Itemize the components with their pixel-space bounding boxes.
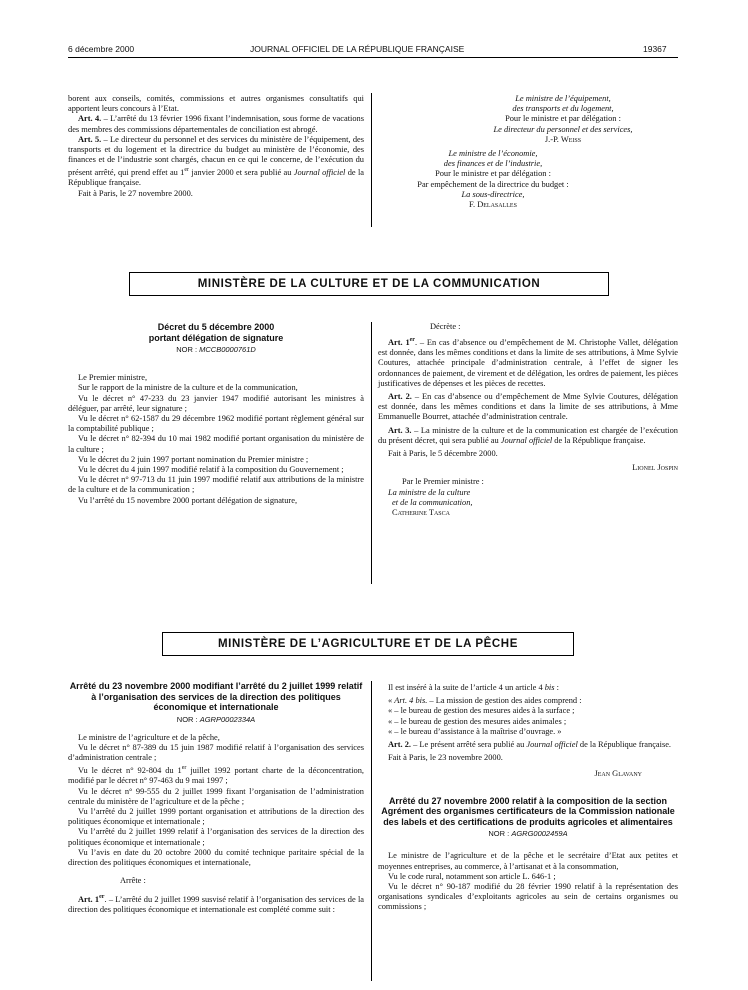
column-separator	[371, 93, 372, 227]
article-text: – En cas d’absence ou d’empêchement de Mme Sylvie Coutures, délégation est donnée, dans les mêmes conditions et dans la limite de ses attributions, à Mme Emmanuelle Bourret, attachée d’administration centrale.	[378, 392, 678, 422]
culture-right-column	[378, 322, 678, 518]
paragraph: Vu le décret n° 82-394 du 10 mai 1982 modifié portant organisation du ministère de la culture ;	[68, 434, 364, 454]
paragraph	[68, 135, 364, 189]
sig-line: Par empêchement de la directrice du budget :	[417, 179, 569, 189]
journal-officiel: Journal officiel	[500, 435, 553, 445]
top-right-signatures	[378, 94, 678, 210]
article-label: Art. 4.	[78, 114, 102, 124]
journal-officiel: Journal officiel	[293, 168, 346, 178]
ministry-heading-agriculture: MINISTÈRE DE L’AGRICULTURE ET DE LA PÊCHE	[162, 632, 574, 656]
header-journal-title: JOURNAL OFFICIEL DE LA RÉPUBLIQUE FRANÇAISE	[250, 44, 465, 54]
decrete-line: Décrète :	[430, 322, 461, 331]
column-separator	[371, 322, 372, 584]
paragraph	[378, 426, 678, 446]
article-text: – L’arrêté du 13 février 1996 fixant l’indemnisation, sous forme de vacations des membres des commissions départementales de conciliation est abrogé.	[68, 114, 364, 134]
agriculture-right-column	[378, 683, 678, 913]
sig-line: Le directeur du personnel et des services,	[493, 124, 633, 134]
sig-line: La ministre de la culture	[388, 487, 471, 497]
paragraph: Vu le décret n° 47-233 du 23 janvier 1947 modifié autorisant les ministres à déléguer, par arrêté, leur signature ;	[68, 393, 364, 413]
article-text: de la République française.	[68, 168, 364, 188]
decree-title: Arrêté du 23 novembre 2000 modifiant l’arrêté du 2 juillet 1999 relatif à l’organisation des services de la direction des politiques économique et internationale	[69, 681, 363, 712]
article-text: . – L’arrêté du 2 juillet 1999 susvisé relatif à l’organisation des services de la direction des politiques économique et internationale est complété comme suit :	[68, 895, 364, 915]
paragraph: Vu le décret du 4 juin 1997 modifié relatif à la composition du Gouvernement ;	[78, 465, 344, 475]
article-text: janvier 2000 et sera publié au	[189, 168, 294, 178]
superscript: er	[184, 167, 190, 174]
sig-line: des transports et du logement,	[512, 104, 614, 114]
nor-reference	[68, 715, 364, 725]
paragraph: Vu le décret n° 62-1587 du 29 décembre 1962 modifié portant règlement général sur la comptabilité publique ;	[68, 414, 364, 434]
signature-block-equipement	[378, 94, 678, 145]
paragraph: Vu le décret n° 90-187 modifié du 28 février 1990 relatif à la représentation des organisations syndicales d’exploitants agricoles au sein de certains organismes ou commissions ;	[378, 881, 678, 912]
article-label: Art. 2.	[388, 392, 412, 402]
signatory-name: F. Delasalles	[469, 200, 517, 210]
sig-line: Pour le ministre et par délégation :	[505, 114, 621, 124]
done-at: Fait à Paris, le 23 novembre 2000.	[388, 753, 503, 763]
header-page-number: 19367	[643, 44, 667, 54]
paragraph: Vu l’arrêté du 2 juillet 1999 relatif à l’organisation des services de la direction des politiques économique et internationale ;	[68, 827, 364, 847]
sig-line: et de la communication,	[392, 497, 473, 507]
signature-block-economie	[378, 149, 678, 210]
arrete-line: Arrête :	[120, 876, 146, 886]
article-label: Art. 1er	[78, 894, 105, 905]
nor-reference	[68, 345, 364, 355]
paragraph: Art. 2. – Le présent arrêté sera publié au Journal officiel de la République française.	[388, 740, 672, 750]
nor-label: NOR :	[176, 345, 200, 354]
list-item: « – le bureau de gestion des mesures aides animales ;	[388, 716, 567, 726]
journal-officiel: Journal officiel	[526, 740, 578, 750]
nor-code: AGRG0002459A	[511, 829, 568, 839]
sig-line: La sous-directrice,	[461, 189, 525, 199]
nor-code: MCCB0000761D	[199, 345, 256, 354]
header-date: 6 décembre 2000	[68, 44, 135, 54]
paragraph	[68, 114, 364, 134]
paragraph: Vu l’arrêté du 2 juillet 1999 portant organisation et attributions de la direction des politiques économique et internationale ;	[68, 806, 364, 827]
paragraph	[378, 392, 678, 423]
top-left-column	[68, 94, 364, 199]
decree-title: Arrêté du 27 novembre 2000 relatif à la composition de la section Agrément des organismes certificateurs de la Commission nationale des labels et des certifications de produits agricoles et alimentaires	[381, 795, 675, 827]
done-at: Fait à Paris, le 5 décembre 2000.	[388, 449, 498, 459]
signatory-name: J.-P. Weiss	[544, 134, 582, 144]
signatory-name: Jean Glavany	[594, 769, 642, 779]
paragraph: Vu le décret n° 87-389 du 15 juin 1987 modifié relatif à l’organisation des services d’administration centrale ;	[68, 742, 364, 763]
article-text: – Le directeur du personnel et des services du ministère de l’équipement, des transports et du logement et la directrice du budget au ministère de l’économie, des finances et de l’industrie sont chargés, chacun en ce qui le concerne, de l’exécution du présent arrêté, qui prend effet au 1	[68, 134, 364, 178]
paragraph: borent aux conseils, comités, commissions et autres organismes consultatifs qui apportent leurs concours à l’Etat.	[68, 94, 364, 114]
paragraph: Le ministre de l’agriculture et de la pêche et le secrétaire d’Etat aux petites et moyennes entreprises, au commerce, à l’artisanat et à la consommation,	[378, 851, 678, 871]
list-item: « – le bureau d’assistance à la maîtrise d’ouvrage. »	[388, 726, 562, 736]
article-label: Art. 3.	[388, 425, 412, 435]
sig-line: Par le Premier ministre :	[402, 477, 484, 487]
list-item: « – le bureau de gestion des mesures aides à la surface ;	[388, 706, 575, 716]
decree-title: Décret du 5 décembre 2000 portant délégation de signature	[148, 322, 284, 343]
paragraph: Le Premier ministre,	[78, 373, 148, 383]
article-text: – La ministre de la culture et de la communication est chargée de l’exécution du présent décret, qui sera publié au	[378, 425, 678, 445]
article-text: . – En cas d’absence ou d’empêchement de M. Christophe Vallet, délégation est donnée, dans les mêmes conditions et dans la limite de ses attributions, à Mme Sylvie Coutures, attachée principale d’administration centrale, à l’effet de signer les ordonnances de paiement, de virement et de délégation, les ordres de paiement, les pièces justificatives de dépenses et les pièces de recettes.	[378, 338, 678, 388]
paragraph: « Art. 4 bis. – La mission de gestion des aides comprend :	[388, 696, 582, 706]
sig-line: Pour le ministre et par délégation :	[435, 169, 551, 179]
header-rule	[68, 57, 678, 58]
paragraph: Vu le code rural, notamment son article L. 646-1 ;	[388, 871, 556, 881]
done-at: Fait à Paris, le 27 novembre 2000.	[78, 188, 193, 198]
column-separator	[371, 681, 372, 981]
sig-line: Le ministre de l’économie,	[448, 149, 538, 159]
paragraph	[68, 892, 364, 915]
nor-reference	[378, 829, 678, 839]
ministry-heading-culture: MINISTÈRE DE LA CULTURE ET DE LA COMMUNICATION	[129, 272, 609, 296]
article-text: de la République française.	[552, 435, 646, 445]
culture-left-column	[68, 322, 364, 506]
paragraph: Vu le décret du 2 juin 1997 portant nomination du Premier ministre ;	[78, 454, 309, 464]
signatory-name: Catherine Tasca	[392, 508, 450, 518]
paragraph: Vu le décret n° 99-555 du 2 juillet 1999 fixant l’organisation de l’administration centrale du ministère de l’agriculture et de la pêche ;	[68, 786, 364, 806]
nor-code: AGRP0002334A	[199, 714, 256, 724]
signatory-name: Lionel Jospin	[632, 463, 678, 473]
sig-line: Le ministre de l’équipement,	[515, 94, 611, 103]
agriculture-left-column	[68, 681, 364, 916]
paragraph: Vu l’arrêté du 15 novembre 2000 portant délégation de signature,	[78, 495, 298, 505]
paragraph	[378, 335, 678, 389]
article-label: Art. 2.	[388, 740, 412, 750]
paragraph: Vu le décret n° 97-713 du 11 juin 1997 modifié relatif aux attributions de la ministre de la culture et de la communication ;	[68, 475, 364, 495]
signature-block-culture	[378, 477, 678, 518]
nor-label: NOR :	[488, 829, 512, 839]
article-label: Art. 1er	[388, 337, 415, 347]
article-label: Art. 5.	[78, 134, 102, 144]
paragraph: Il est inséré à la suite de l’article 4 un article 4 bis :	[388, 683, 559, 692]
sig-line: des finances et de l’industrie,	[443, 159, 543, 169]
paragraph: Sur le rapport de la ministre de la culture et de la communication,	[78, 383, 298, 393]
nor-label: NOR :	[176, 714, 200, 724]
paragraph: Vu l’avis en date du 20 octobre 2000 du comité technique paritaire spécial de la direction des politiques économiques et internationale,	[68, 847, 364, 867]
paragraph: Le ministre de l’agriculture et de la pêche,	[78, 732, 220, 742]
paragraph: Vu le décret n° 92-804 du 1er juillet 1992 portant charte de la déconcentration, modifié par le décret n° 97-463 du 9 mai 1997 ;	[68, 765, 364, 786]
